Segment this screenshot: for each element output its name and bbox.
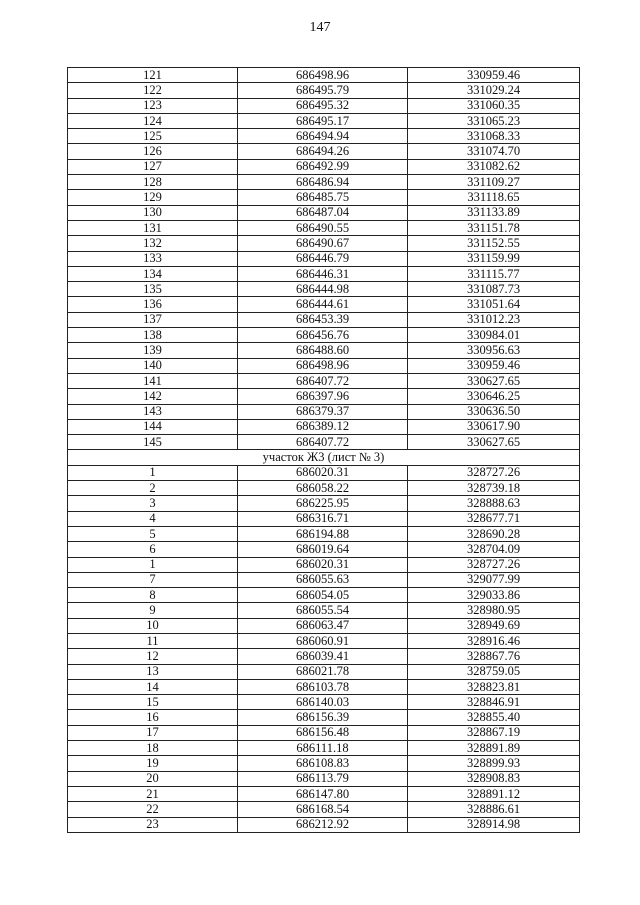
point-number: 123 — [68, 98, 238, 113]
y-coordinate: 331087.73 — [408, 282, 580, 297]
table-row — [68, 266, 580, 281]
x-coordinate: 686063.47 — [238, 618, 408, 633]
y-coordinate: 328886.61 — [408, 802, 580, 817]
y-coordinate: 328888.63 — [408, 496, 580, 511]
y-coordinate: 331060.35 — [408, 98, 580, 113]
x-coordinate: 686487.04 — [238, 205, 408, 220]
table-row — [68, 373, 580, 388]
x-coordinate: 686486.94 — [238, 175, 408, 190]
section-header-row — [68, 450, 580, 465]
point-number: 128 — [68, 175, 238, 190]
table-row — [68, 220, 580, 235]
point-number: 3 — [68, 496, 238, 511]
point-number: 140 — [68, 358, 238, 373]
y-coordinate: 328727.26 — [408, 557, 580, 572]
x-coordinate: 686490.55 — [238, 220, 408, 235]
x-coordinate: 686060.91 — [238, 633, 408, 648]
x-coordinate: 686407.72 — [238, 435, 408, 450]
point-number: 14 — [68, 679, 238, 694]
x-coordinate: 686020.31 — [238, 557, 408, 572]
table-row — [68, 633, 580, 648]
table-row — [68, 175, 580, 190]
point-number: 1 — [68, 465, 238, 480]
y-coordinate: 328823.81 — [408, 679, 580, 694]
table-row — [68, 741, 580, 756]
y-coordinate: 331029.24 — [408, 83, 580, 98]
point-number: 131 — [68, 220, 238, 235]
table-row — [68, 603, 580, 618]
y-coordinate: 330617.90 — [408, 419, 580, 434]
x-coordinate: 686488.60 — [238, 343, 408, 358]
point-number: 1 — [68, 557, 238, 572]
x-coordinate: 686316.71 — [238, 511, 408, 526]
point-number: 9 — [68, 603, 238, 618]
x-coordinate: 686103.78 — [238, 679, 408, 694]
point-number: 127 — [68, 159, 238, 174]
point-number: 132 — [68, 236, 238, 251]
section-header-group — [68, 450, 580, 465]
table-row — [68, 588, 580, 603]
x-coordinate: 686020.31 — [238, 465, 408, 480]
point-number: 138 — [68, 328, 238, 343]
y-coordinate: 328855.40 — [408, 710, 580, 725]
table-row — [68, 68, 580, 83]
x-coordinate: 686108.83 — [238, 756, 408, 771]
table-row — [68, 572, 580, 587]
point-number: 13 — [68, 664, 238, 679]
x-coordinate: 686495.17 — [238, 113, 408, 128]
point-number: 142 — [68, 389, 238, 404]
table-row — [68, 282, 580, 297]
point-number: 15 — [68, 695, 238, 710]
table-row — [68, 695, 580, 710]
table-row — [68, 190, 580, 205]
point-number: 121 — [68, 68, 238, 83]
table-row — [68, 404, 580, 419]
y-coordinate: 331159.99 — [408, 251, 580, 266]
point-number: 19 — [68, 756, 238, 771]
x-coordinate: 686407.72 — [238, 373, 408, 388]
table-body-upper — [68, 68, 580, 450]
table-row — [68, 496, 580, 511]
table-row — [68, 113, 580, 128]
table-row — [68, 817, 580, 832]
table-row — [68, 664, 580, 679]
x-coordinate: 686113.79 — [238, 771, 408, 786]
table-row — [68, 358, 580, 373]
y-coordinate: 329077.99 — [408, 572, 580, 587]
x-coordinate: 686194.88 — [238, 526, 408, 541]
point-number: 22 — [68, 802, 238, 817]
y-coordinate: 331133.89 — [408, 205, 580, 220]
x-coordinate: 686019.64 — [238, 542, 408, 557]
y-coordinate: 328867.76 — [408, 649, 580, 664]
table-row — [68, 557, 580, 572]
point-number: 135 — [68, 282, 238, 297]
y-coordinate: 331109.27 — [408, 175, 580, 190]
y-coordinate: 331051.64 — [408, 297, 580, 312]
coordinates-table — [67, 67, 580, 833]
y-coordinate: 330627.65 — [408, 435, 580, 450]
x-coordinate: 686140.03 — [238, 695, 408, 710]
table-row — [68, 144, 580, 159]
y-coordinate: 331118.65 — [408, 190, 580, 205]
table-row — [68, 389, 580, 404]
point-number: 144 — [68, 419, 238, 434]
table-row — [68, 251, 580, 266]
table-row — [68, 98, 580, 113]
x-coordinate: 686495.79 — [238, 83, 408, 98]
point-number: 136 — [68, 297, 238, 312]
y-coordinate: 330984.01 — [408, 328, 580, 343]
point-number: 134 — [68, 266, 238, 281]
point-number: 10 — [68, 618, 238, 633]
table-row — [68, 83, 580, 98]
y-coordinate: 328867.19 — [408, 725, 580, 740]
y-coordinate: 331152.55 — [408, 236, 580, 251]
page-number: 147 — [309, 20, 331, 35]
x-coordinate: 686021.78 — [238, 664, 408, 679]
table-row — [68, 435, 580, 450]
x-coordinate: 686498.96 — [238, 358, 408, 373]
point-number: 125 — [68, 129, 238, 144]
y-coordinate: 328727.26 — [408, 465, 580, 480]
point-number: 141 — [68, 373, 238, 388]
y-coordinate: 328899.93 — [408, 756, 580, 771]
table-row — [68, 343, 580, 358]
section-heading: участок Ж3 (лист № 3) — [68, 450, 580, 465]
table-row — [68, 526, 580, 541]
point-number: 18 — [68, 741, 238, 756]
point-number: 4 — [68, 511, 238, 526]
point-number: 11 — [68, 633, 238, 648]
y-coordinate: 330627.65 — [408, 373, 580, 388]
x-coordinate: 686498.96 — [238, 68, 408, 83]
x-coordinate: 686492.99 — [238, 159, 408, 174]
point-number: 21 — [68, 786, 238, 801]
x-coordinate: 686039.41 — [238, 649, 408, 664]
x-coordinate: 686156.48 — [238, 725, 408, 740]
x-coordinate: 686156.39 — [238, 710, 408, 725]
point-number: 20 — [68, 771, 238, 786]
point-number: 124 — [68, 113, 238, 128]
y-coordinate: 328908.83 — [408, 771, 580, 786]
point-number: 129 — [68, 190, 238, 205]
table-row — [68, 236, 580, 251]
y-coordinate: 328690.28 — [408, 526, 580, 541]
y-coordinate: 328891.89 — [408, 741, 580, 756]
x-coordinate: 686485.75 — [238, 190, 408, 205]
x-coordinate: 686225.95 — [238, 496, 408, 511]
x-coordinate: 686058.22 — [238, 481, 408, 496]
x-coordinate: 686212.92 — [238, 817, 408, 832]
table-row — [68, 710, 580, 725]
x-coordinate: 686055.63 — [238, 572, 408, 587]
x-coordinate: 686379.37 — [238, 404, 408, 419]
table-row — [68, 297, 580, 312]
x-coordinate: 686444.61 — [238, 297, 408, 312]
y-coordinate: 330959.46 — [408, 68, 580, 83]
y-coordinate: 331151.78 — [408, 220, 580, 235]
y-coordinate: 330956.63 — [408, 343, 580, 358]
y-coordinate: 328914.98 — [408, 817, 580, 832]
point-number: 137 — [68, 312, 238, 327]
y-coordinate: 328916.46 — [408, 633, 580, 648]
table-row — [68, 542, 580, 557]
y-coordinate: 331115.77 — [408, 266, 580, 281]
y-coordinate: 330646.25 — [408, 389, 580, 404]
point-number: 145 — [68, 435, 238, 450]
table-row — [68, 802, 580, 817]
y-coordinate: 328846.91 — [408, 695, 580, 710]
x-coordinate: 686055.54 — [238, 603, 408, 618]
y-coordinate: 331012.23 — [408, 312, 580, 327]
point-number: 7 — [68, 572, 238, 587]
table-row — [68, 328, 580, 343]
x-coordinate: 686389.12 — [238, 419, 408, 434]
point-number: 2 — [68, 481, 238, 496]
point-number: 23 — [68, 817, 238, 832]
table-row — [68, 419, 580, 434]
table-row — [68, 481, 580, 496]
y-coordinate: 328891.12 — [408, 786, 580, 801]
y-coordinate: 328677.71 — [408, 511, 580, 526]
y-coordinate: 328739.18 — [408, 481, 580, 496]
point-number: 143 — [68, 404, 238, 419]
x-coordinate: 686494.26 — [238, 144, 408, 159]
y-coordinate: 328759.05 — [408, 664, 580, 679]
point-number: 12 — [68, 649, 238, 664]
y-coordinate: 331068.33 — [408, 129, 580, 144]
y-coordinate: 331082.62 — [408, 159, 580, 174]
table-row — [68, 725, 580, 740]
point-number: 5 — [68, 526, 238, 541]
table-row — [68, 649, 580, 664]
table-row — [68, 312, 580, 327]
table-row — [68, 618, 580, 633]
y-coordinate: 329033.86 — [408, 588, 580, 603]
x-coordinate: 686054.05 — [238, 588, 408, 603]
x-coordinate: 686490.67 — [238, 236, 408, 251]
x-coordinate: 686147.80 — [238, 786, 408, 801]
table-row — [68, 756, 580, 771]
y-coordinate: 331065.23 — [408, 113, 580, 128]
x-coordinate: 686111.18 — [238, 741, 408, 756]
y-coordinate: 328949.69 — [408, 618, 580, 633]
x-coordinate: 686168.54 — [238, 802, 408, 817]
point-number: 139 — [68, 343, 238, 358]
point-number: 16 — [68, 710, 238, 725]
x-coordinate: 686453.39 — [238, 312, 408, 327]
point-number: 126 — [68, 144, 238, 159]
x-coordinate: 686444.98 — [238, 282, 408, 297]
table-row — [68, 511, 580, 526]
table-row — [68, 159, 580, 174]
point-number: 133 — [68, 251, 238, 266]
table-row — [68, 679, 580, 694]
point-number: 130 — [68, 205, 238, 220]
y-coordinate: 328704.09 — [408, 542, 580, 557]
x-coordinate: 686495.32 — [238, 98, 408, 113]
y-coordinate: 331074.70 — [408, 144, 580, 159]
y-coordinate: 330636.50 — [408, 404, 580, 419]
table-row — [68, 129, 580, 144]
table-row — [68, 786, 580, 801]
point-number: 6 — [68, 542, 238, 557]
x-coordinate: 686446.31 — [238, 266, 408, 281]
table-body-lower — [68, 465, 580, 832]
table-row — [68, 771, 580, 786]
x-coordinate: 686456.76 — [238, 328, 408, 343]
table-row — [68, 205, 580, 220]
point-number: 17 — [68, 725, 238, 740]
y-coordinate: 330959.46 — [408, 358, 580, 373]
point-number: 8 — [68, 588, 238, 603]
x-coordinate: 686494.94 — [238, 129, 408, 144]
x-coordinate: 686397.96 — [238, 389, 408, 404]
y-coordinate: 328980.95 — [408, 603, 580, 618]
table-row — [68, 465, 580, 480]
point-number: 122 — [68, 83, 238, 98]
x-coordinate: 686446.79 — [238, 251, 408, 266]
